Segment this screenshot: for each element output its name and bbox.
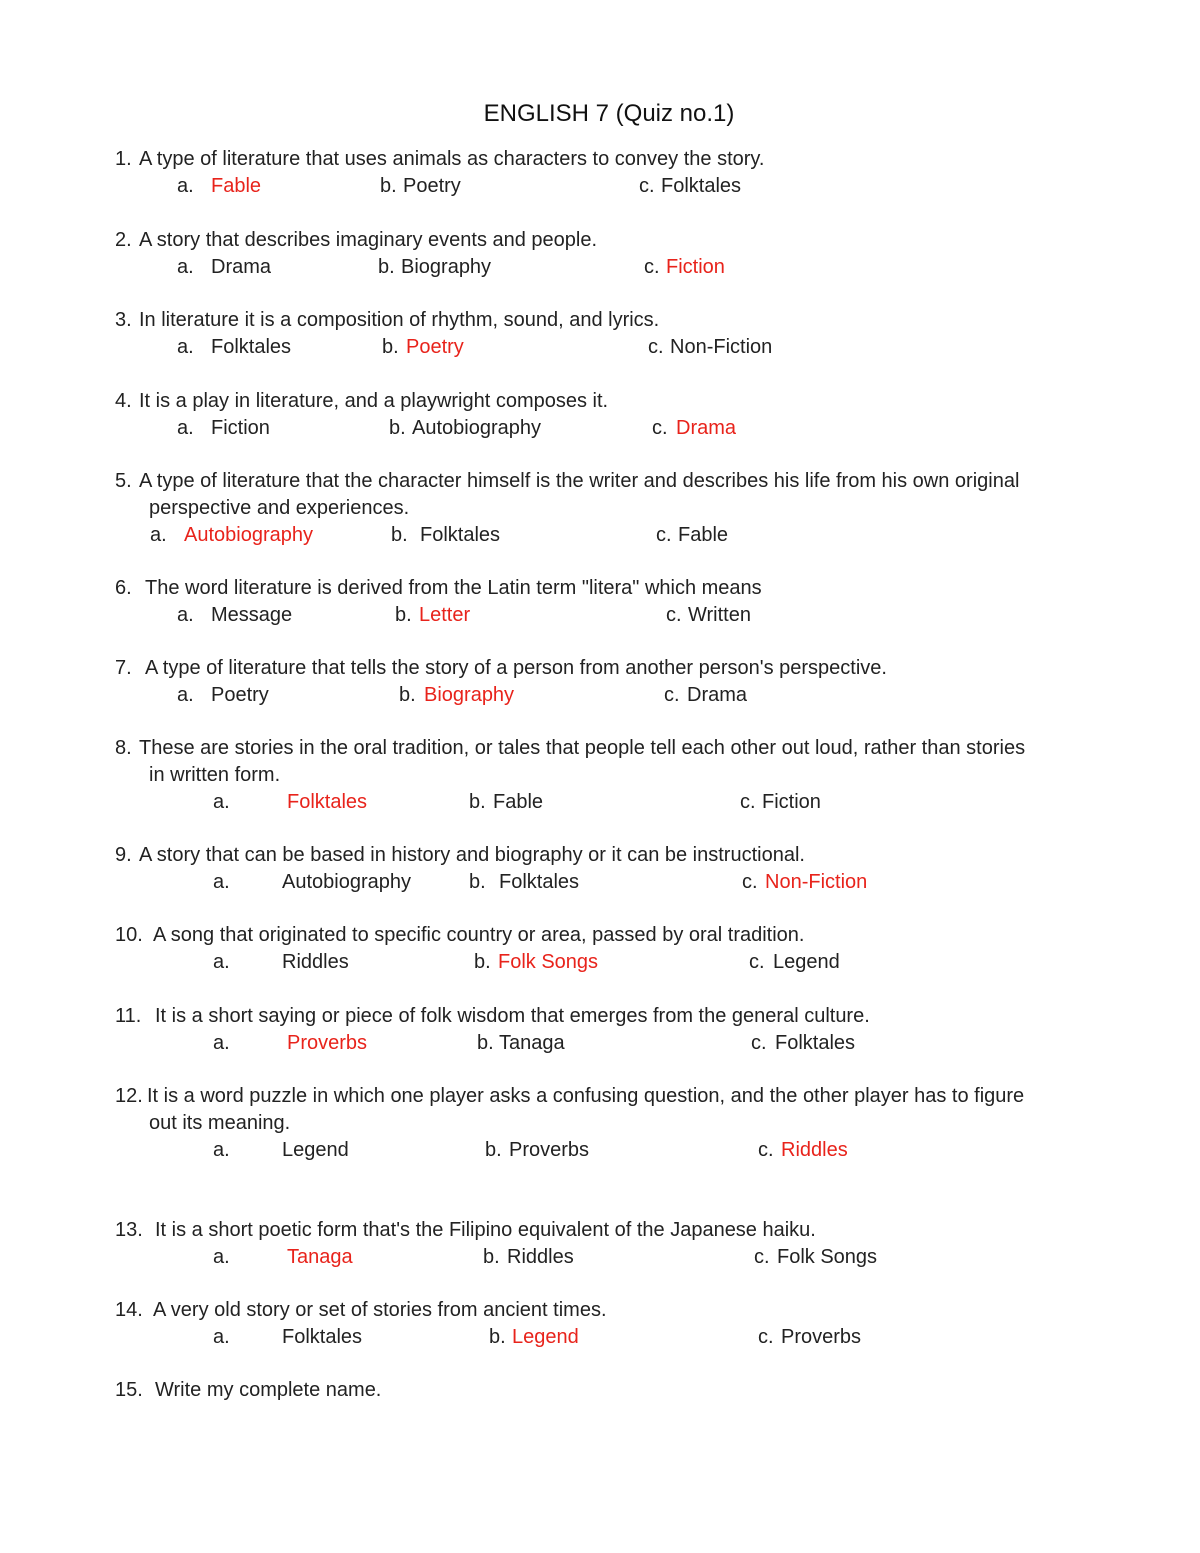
option-answer: Letter [419,604,471,626]
option-letter: a. [150,524,167,546]
question-number: 8. [115,737,132,759]
option-letter: c. [751,1032,767,1054]
option-letter: b. [489,1326,506,1348]
option-text: Legend [282,1139,349,1161]
option-text: Proverbs [781,1326,862,1348]
option-text: Written [688,604,751,626]
question-prompt: It is a word puzzle in which one player asks a confusing question, and the other player has to figure [147,1085,1025,1107]
question-number: 7. [115,657,132,679]
option-letter: c. [666,604,682,626]
question-prompt: It is a short poetic form that's the Filipino equivalent of the Japanese haiku. [155,1219,816,1241]
option-answer: Biography [424,684,515,706]
option-text: Drama [687,684,748,706]
option-letter: a. [177,175,194,197]
option-letter: b. [391,524,408,546]
option-text: Message [211,604,293,626]
options-row [115,1030,870,1057]
question-item [115,842,868,896]
question-prompt: In literature it is a composition of rhythm, sound, and lyrics. [139,309,660,331]
options-row [115,949,840,976]
option-answer: Folktales [287,791,368,813]
question-text-continued: out its meaning. [149,1112,291,1134]
option-text: Legend [773,951,840,973]
question-text-continued: perspective and experiences. [149,497,410,519]
option-letter: c. [740,791,756,813]
option-answer: Poetry [406,336,464,358]
option-letter: a. [213,1246,230,1268]
options-row [115,173,765,200]
option-letter: b. [469,791,486,813]
question-item [115,1217,878,1271]
question-text [115,307,659,334]
option-text: Biography [401,256,492,278]
question-number: 9. [115,844,132,866]
option-answer: Autobiography [184,524,313,546]
question-item [115,146,765,200]
options-row [115,334,773,361]
option-letter: a. [213,871,230,893]
options-row [115,1324,862,1351]
question-number: 3. [115,309,132,331]
option-text: Non-Fiction [670,336,773,358]
options-row [115,682,887,709]
question-prompt: A story that can be based in history and biography or it can be instructional. [139,844,805,866]
option-letter: b. [378,256,395,278]
option-letter: a. [213,1139,230,1161]
option-text: Folktales [282,1326,363,1348]
option-letter: c. [648,336,664,358]
question-number: 10. [115,924,143,946]
option-letter: a. [177,256,194,278]
question-number: 6. [115,577,132,599]
option-letter: c. [656,524,672,546]
option-text: Fable [678,524,729,546]
question-prompt: The word literature is derived from the Latin term "litera" which means [145,577,762,599]
option-answer: Proverbs [287,1032,368,1054]
question-prompt: These are stories in the oral tradition, or tales that people tell each other out loud, rather than stories [139,737,1026,759]
option-letter: a. [177,684,194,706]
options-row [115,1137,1024,1164]
option-text: Folktales [775,1032,856,1054]
option-letter: a. [213,951,230,973]
question-number: 1. [115,148,132,170]
option-answer: Folk Songs [498,951,599,973]
option-text: Folktales [211,336,292,358]
option-letter: c. [652,417,668,439]
options-row [115,789,1025,816]
option-answer: Drama [676,417,737,439]
option-text: Folk Songs [777,1246,878,1268]
option-text: Autobiography [282,871,411,893]
option-answer: Riddles [781,1139,848,1161]
question-prompt: A type of literature that uses animals as characters to convey the story. [139,148,765,170]
option-letter: c. [754,1246,770,1268]
options-row [115,254,725,281]
question-number: 11. [115,1005,142,1027]
question-text [115,842,805,869]
question-item [115,1003,870,1057]
question-item [115,1297,862,1351]
question-text [115,388,608,415]
option-letter: a. [213,1326,230,1348]
question-number: 2. [115,229,132,251]
question-text [115,1297,607,1324]
option-text: Fiction [762,791,821,813]
question-item [115,227,725,281]
question-text [115,735,1025,762]
question-item [115,1377,381,1404]
option-letter: b. [395,604,412,626]
option-letter: b. [477,1032,494,1054]
question-item [115,735,1025,816]
question-text [115,1377,381,1404]
question-text [115,922,804,949]
question-prompt: It is a play in literature, and a playwright composes it. [139,390,609,412]
option-letter: b. [469,871,486,893]
question-item [115,388,737,442]
option-letter: b. [382,336,399,358]
option-text: Fiction [211,417,270,439]
option-text: Riddles [282,951,349,973]
question-text [115,1217,816,1244]
option-answer: Tanaga [287,1246,353,1268]
question-number: 15. [115,1379,143,1401]
question-text [115,655,887,682]
option-letter: c. [742,871,758,893]
question-number: 13. [115,1219,143,1241]
option-letter: c. [758,1326,774,1348]
option-letter: b. [380,175,397,197]
question-prompt: A type of literature that tells the story of a person from another person's perspective. [145,657,887,679]
option-letter: b. [485,1139,502,1161]
option-letter: c. [644,256,660,278]
question-prompt: A story that describes imaginary events and people. [139,229,598,251]
option-letter: c. [749,951,765,973]
options-row [115,522,1019,549]
question-text [115,1083,1024,1110]
option-text: Riddles [507,1246,574,1268]
option-letter: b. [474,951,491,973]
question-number: 14. [115,1299,143,1321]
option-letter: a. [213,1032,230,1054]
question-prompt: A song that originated to specific country or area, passed by oral tradition. [153,924,805,946]
question-number: 4. [115,390,132,412]
question-item [115,468,1019,549]
option-letter: a. [177,417,194,439]
option-answer: Fiction [666,256,725,278]
option-answer: Fable [211,175,262,197]
option-letter: a. [177,604,194,626]
page-title: ENGLISH 7 (Quiz no.1) [483,100,735,127]
options-row [115,1244,878,1271]
question-item [115,1083,1024,1164]
option-letter: c. [664,684,680,706]
question-number: 12. [115,1085,143,1107]
option-text: Autobiography [412,417,541,439]
option-text: Fable [493,791,544,813]
options-row [115,415,737,442]
option-letter: b. [389,417,406,439]
option-text: Tanaga [499,1032,565,1054]
question-prompt: It is a short saying or piece of folk wisdom that emerges from the general culture. [155,1005,870,1027]
option-letter: a. [177,336,194,358]
question-text [115,468,1019,495]
option-text: Folktales [420,524,501,546]
option-text: Proverbs [509,1139,590,1161]
question-text [115,575,762,602]
option-letter: c. [758,1139,774,1161]
question-item [115,575,762,629]
question-number: 5. [115,470,132,492]
option-answer: Non-Fiction [765,871,868,893]
question-item [115,655,887,709]
option-letter: b. [483,1246,500,1268]
options-row [115,869,868,896]
option-text: Drama [211,256,272,278]
question-prompt: A type of literature that the character himself is the writer and describes his life from his own original [139,470,1020,492]
question-text [115,146,765,173]
question-text [115,227,597,254]
option-answer: Legend [512,1326,579,1348]
question-text [115,1003,870,1030]
options-row [115,602,762,629]
option-text: Folktales [499,871,580,893]
question-text-continued: in written form. [149,764,281,786]
option-letter: a. [213,791,230,813]
option-text: Folktales [661,175,742,197]
question-prompt: A very old story or set of stories from ancient times. [153,1299,607,1321]
question-item [115,307,773,361]
option-text: Poetry [211,684,269,706]
option-text: Poetry [403,175,461,197]
question-item [115,922,840,976]
option-letter: b. [399,684,416,706]
option-letter: c. [639,175,655,197]
question-prompt: Write my complete name. [155,1379,382,1401]
